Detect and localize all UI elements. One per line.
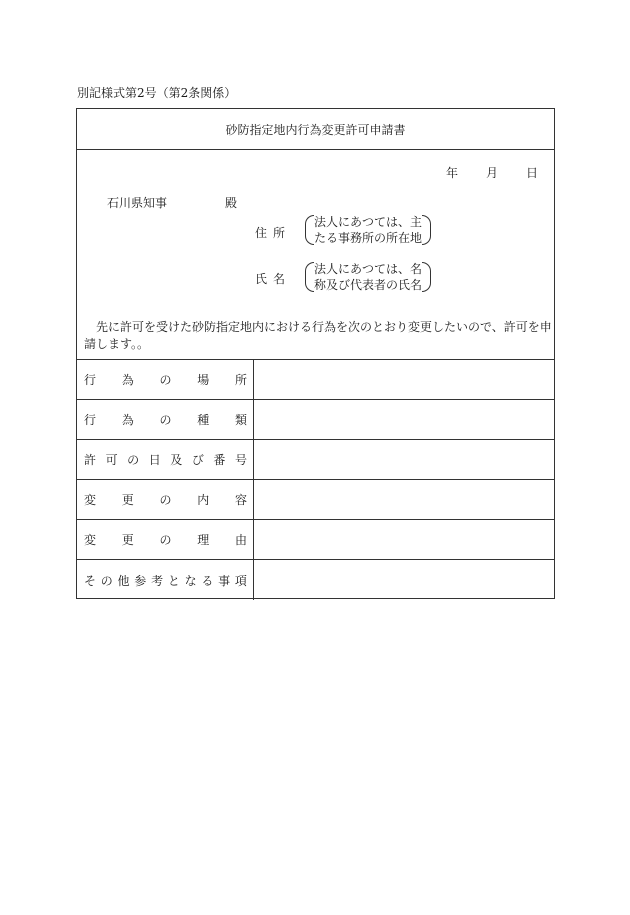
row-label [77,360,254,399]
row-value-field[interactable] [254,400,554,439]
row-label-char: 項 [234,573,247,588]
row-label-char: の [159,413,172,427]
row-label-char: 号 [234,453,247,467]
row-label [77,400,254,439]
name-label-char-1: 氏 [255,272,268,286]
row-value-field[interactable] [254,480,554,519]
row-label-char: 変 [84,493,97,507]
date-day-label: 日 [525,166,538,180]
row-value-field[interactable] [254,560,554,600]
row-label-char: 考 [151,573,164,588]
row-label-char: な [184,573,197,588]
form-title-row [77,109,554,150]
row-label-char: の [159,533,172,547]
row-label-char: 種 [197,413,210,427]
address-note [305,214,431,246]
row-label-char: 事 [218,573,231,588]
row-label-char: 所 [234,373,247,387]
row-label-char: る [201,573,214,588]
row-label-char: と [167,573,180,588]
table-row [77,560,554,600]
row-label-char: の [159,493,172,507]
address-label-char-2: 所 [273,226,286,240]
row-label-char: そ [84,573,97,588]
address-label [255,224,285,241]
table-row [77,440,554,480]
application-statement: 先に許可を受けた砂防指定地内における行為を次のとおり変更したいので、許可を申請します。。 [84,320,552,351]
name-note-line-2: 称及び代表者の氏名 [314,278,423,292]
row-label-char: 由 [234,533,247,547]
row-label-char: 番 [213,453,226,467]
row-label-char: び [191,453,204,467]
row-label-char: 為 [121,373,134,387]
table-row [77,360,554,400]
form-number-label: 別記様式第2号（第2条関係） [77,86,237,100]
row-label [77,440,254,479]
application-form [76,108,555,599]
row-label-char: 行 [84,373,97,387]
row-label-char: 及 [170,453,183,467]
row-label-char: 為 [121,413,134,427]
row-label-char: 参 [134,573,147,588]
name-label-char-2: 名 [273,272,286,286]
address-label-char-1: 住 [255,226,268,240]
name-label [255,270,285,287]
row-label-char: 可 [105,453,118,467]
table-row [77,400,554,440]
name-note-line-1: 法人にあつては、名 [314,262,423,276]
row-label-char: 容 [234,493,247,507]
row-label-char: 日 [148,453,161,467]
table-row [77,520,554,560]
row-label [77,520,254,559]
name-note [305,261,431,293]
date-line [446,164,538,181]
row-label-char: 理 [197,533,210,547]
row-label-char: 内 [197,493,210,507]
row-label-char: 場 [197,373,210,387]
row-label-char: 更 [121,533,134,547]
address-note-line-1: 法人にあつては、主 [314,215,423,229]
row-label [77,480,254,519]
row-label-char: 変 [84,533,97,547]
details-table [77,359,554,600]
row-label-char: の [159,373,172,387]
date-year-label: 年 [445,166,458,180]
row-label-char: の [100,573,113,588]
table-row [77,480,554,520]
row-label-char: 許 [84,453,97,467]
row-label [77,560,254,600]
form-title: 砂防指定地内行為変更許可申請書 [225,122,406,137]
row-label-char: 行 [84,413,97,427]
row-label-char: 更 [121,493,134,507]
row-value-field[interactable] [254,520,554,559]
row-value-field[interactable] [254,360,554,399]
address-note-line-2: たる事務所の所在地 [314,231,423,245]
row-label-char: 他 [117,573,130,588]
row-label-char: 類 [234,413,247,427]
date-month-label: 月 [485,166,498,180]
row-value-field[interactable] [254,440,554,479]
addressee: 石川県知事 [107,196,168,210]
row-label-char: の [127,453,140,467]
honorific: 殿 [225,196,238,210]
